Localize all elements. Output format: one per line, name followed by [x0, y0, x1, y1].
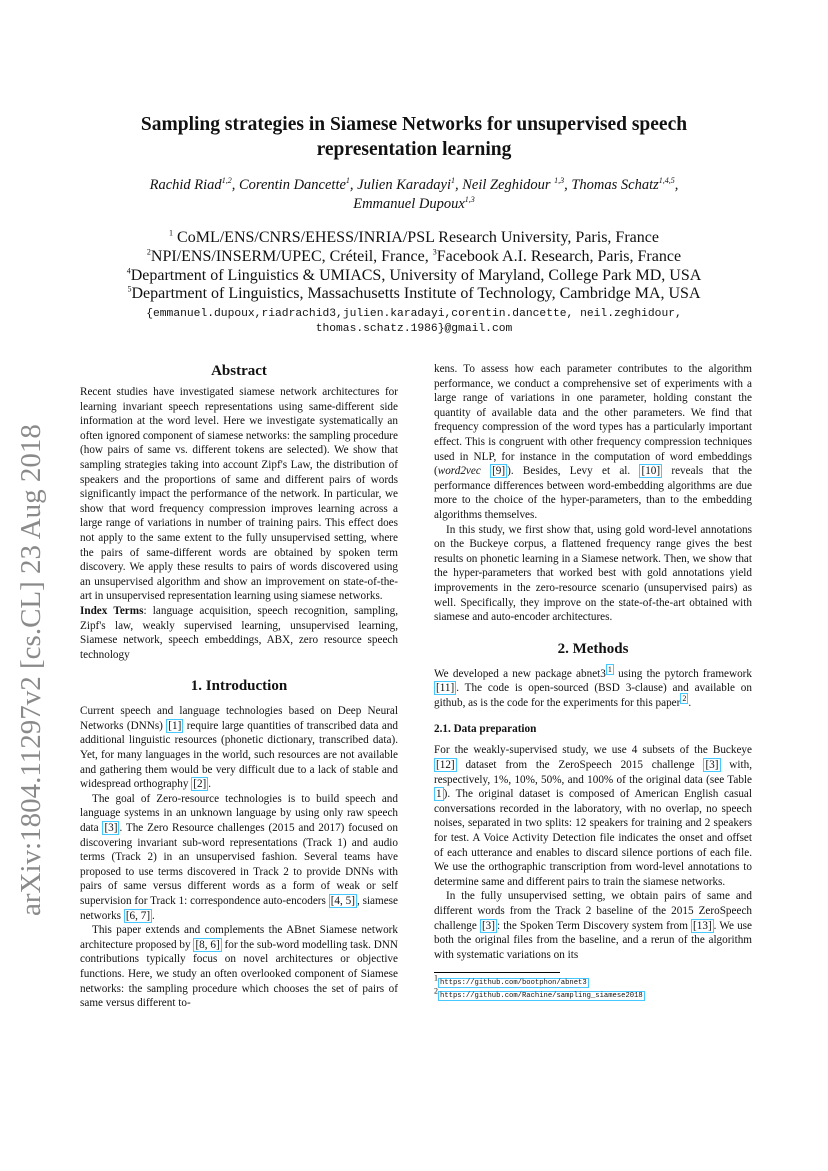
citation-link[interactable]: [2]	[193, 778, 207, 791]
data-paragraph-1: For the weakly-supervised study, we use 4 subsets of the Buckeye [12] dataset from the ZeroSpeech 2015 challenge [3] with, respectively, 1%, 10%, 50%, and 100% of the original data (see Table 1 ). The original dataset is composed of American English casual conversations recorded in the laboratory, with no overlap, no speech noises, separated in two splits: 12 speakers for training and 2 speakers for test. A Voice Activity Detection file indicates the onset and offset of each utterance and enables to discard silence portions of each file. We use the orthographic transcription from word-level annotations to determine same and different pairs to train the siamese networks.	[434, 744, 752, 888]
affiliation-line: $^5$Department of Linguistics, Massachusetts Institute of Technology, Cambridge MA, USA	[127, 285, 701, 303]
footnote-link[interactable]: 2	[682, 694, 687, 704]
affiliations	[80, 229, 748, 304]
footnote-2: $^2$https://github.com/Rachine/sampling_siamese2018	[434, 986, 643, 1001]
author-name: Corentin Dancette	[238, 177, 346, 193]
citation-link[interactable]: [8, 6]	[195, 938, 220, 951]
affiliation-line: $^2$NPI/ENS/INSERM/UPEC, Créteil, France, $^3$Facebook A.I. Research, Paris, France	[146, 247, 682, 265]
citation-link[interactable]: [6, 7]	[125, 909, 151, 922]
author-name: Rachid Riad	[149, 177, 222, 193]
citation-link[interactable]: [3]	[104, 822, 118, 835]
abstract-heading: Abstract	[211, 363, 267, 379]
intro-paragraph-1: Current speech and language technologies based on Deep Neural Networks (DNNs) [1] require large quantities of transcribed data and additional linguistic resources (phonetic dictionary, transcribed data). Yet, for many languages in the world, such resources are not available and gathering them would be very difficult due to a lack of stable and widespread orthography [2] .	[80, 705, 399, 791]
data-paragraph-2: In the fully unsupervised setting, we obtain pairs of same and different words from the Track 2 baseline of the 2015 ZeroSpeech challenge [3] : the Spoken Term Discovery system from [13] . We use both the original files from the baseline, and a rerun of the algorithm with systematic variations on its	[434, 890, 752, 961]
citation-link[interactable]: [9]	[492, 465, 506, 478]
right-column	[434, 362, 752, 1002]
affiliation-line: $^1$ CoML/ENS/CNRS/EHESS/INRIA/PSL Research University, Paris, France	[169, 228, 659, 246]
paper-title	[80, 112, 748, 162]
citation-link[interactable]: [11]	[436, 682, 455, 695]
methods-paragraph: We developed a new package abnet3 $^1$ using the pytorch framework [11] . The code is open-sourced (BSD 3-clause) and available on github, as is the code for the experiments for this paper $^2$ .	[434, 664, 752, 709]
citation-link[interactable]: [4, 5]	[330, 895, 355, 907]
footnote-url[interactable]: https://github.com/bootphon/abnet3	[440, 979, 587, 988]
arxiv-identifier: arXiv:1804.11297v2 [cs.CL] 23 Aug 2018	[15, 424, 47, 916]
table-link[interactable]: 1	[436, 788, 442, 801]
arxiv-stamp	[10, 360, 50, 920]
author-name: Neil Zeghidour	[462, 177, 555, 193]
abstract-text: Recent studies have investigated siamese network architectures for learning invariant speech representations using same-different side information at the word level. Here we investigate systematically an often ignored component of siamese networks: the sampling procedure (how pairs of same vs. different tokens are selected). We show that sampling strategies taking into account Zipf's Law, the distribution of speakers and the proportions of same and different pairs of words significantly impact the performance of the network. In particular, we show that word frequency compression improves learning across a large range of variations in number of training pairs. This effect does not apply to the same extent to the fully unsupervised setting, where the pairs of same-different words are obtained by spoken term discovery. We apply these results to pairs of words discovered using an unsupervised algorithm and show an improvement on state-of-the-art in unsupervised representation learning using siamese networks.	[80, 386, 398, 603]
author-name: Emmanuel Dupoux	[353, 196, 465, 212]
citation-link[interactable]: [10]	[641, 465, 661, 478]
title-line-1: Sampling strategies in Siamese Networks for unsupervised speech	[140, 114, 688, 135]
intro-continued-paragraph: kens. To assess how each parameter contributes to the algorithm performance, we conduct a comprehensive set of experiments with a large range of variations in one parameter, holding constant the quantity of available data and the other parameters. We find that frequency compression of the word types has a particularly important effect. This is congruent with other frequency compression techniques used in NLP, for instance in the computation of word embeddings (word2vec [9] ). Besides, Levy et al. [10] reveals that the performance differences between word-embedding algorithms are due more to the choice of the hyper-parameters, than to the embedding algorithms themselves.	[434, 363, 753, 521]
index-terms: Index Terms: language acquisition, speech recognition, sampling, Zipf's law, weakly supervised learning, unsupervised learning, Siamese network, speech embeddings, ABX, zero resource speech technology	[80, 604, 398, 661]
citation-link[interactable]: [13]	[693, 919, 712, 932]
footnotes	[434, 972, 752, 1002]
introduction-heading: 1. Introduction	[190, 678, 288, 695]
footnote-rule	[434, 972, 560, 973]
citation-link[interactable]: [1]	[168, 719, 182, 732]
intro-paragraph-2: The goal of Zero-resource technologies is to build speech and language systems in an unknown language by using only raw speech data [3] . The Zero Resource challenges (2015 and 2017) focused on discovering invariant sub-word representations (Track 1) and audio terms (Track 2) in an unsupervised fashion. Several teams have proposed to use terms discovered in Track 2 to provide DNNs with pairs of same versus different words as a form of weak or self supervision for Track 1: correspondence auto-encoders [4, 5] , siamese networks [6, 7] .	[80, 792, 399, 922]
title-line-2: representation learning	[316, 139, 512, 160]
intro-paragraph-study: In this study, we first show that, using gold word-level annotations on the Buckeye corpus, a flattened frequency range gives the best results on phonetic learning in a Siamese network. Then, we show that the hyper-parameters that worked best with gold annotations yield improvements in the zero-resource scenario (unsupervised pairs) as well. Specifically, they improve on the state-of-the-art obtained with siamese and auto-encoder architectures.	[434, 523, 752, 624]
affiliation-line: $^4$Department of Linguistics & UMIACS, University of Maryland, College Park MD, USA	[126, 266, 702, 284]
methods-heading: 2. Methods	[557, 640, 629, 657]
footnote-url[interactable]: https://github.com/Rachine/sampling_siamese2018	[440, 992, 643, 1001]
data-preparation-heading: 2.1. Data preparation	[434, 723, 537, 736]
author-name: Thomas Schatz	[571, 177, 659, 193]
author-name: Julien Karadayi	[357, 177, 452, 193]
citation-link[interactable]: [12]	[436, 759, 455, 772]
author-emails: {emmanuel.dupoux,riadrachid3,julien.karadayi,corentin.dancette, neil.zeghidour, thomas.schatz.1986}@gmail.com	[146, 308, 682, 335]
intro-paragraph-3: This paper extends and complements the ABnet Siamese network architecture proposed by [8, 6] for the sub-word modelling task. DNN contributions typically focus on novel architectures or objective functions. Here, we study an often overlooked component of Siamese networks: the sampling procedure which chooses the set of pairs of same versus different to-	[80, 924, 399, 1010]
citation-link[interactable]: [3]	[705, 759, 719, 772]
author-list: Rachid Riad$^{1,2}$, Corentin Dancette$^1$, Julien Karadayi$^1$, Neil Zeghidour $^{1,3}$, Thomas Schatz$^{1,4,5}$, Emmanuel Dupoux$^{1,3}$	[149, 176, 679, 212]
citation-link[interactable]: [3]	[481, 919, 495, 932]
footnote-link[interactable]: 1	[607, 664, 612, 674]
footnote-1: $^1$https://github.com/bootphon/abnet3	[434, 973, 587, 988]
left-column	[80, 362, 398, 1011]
